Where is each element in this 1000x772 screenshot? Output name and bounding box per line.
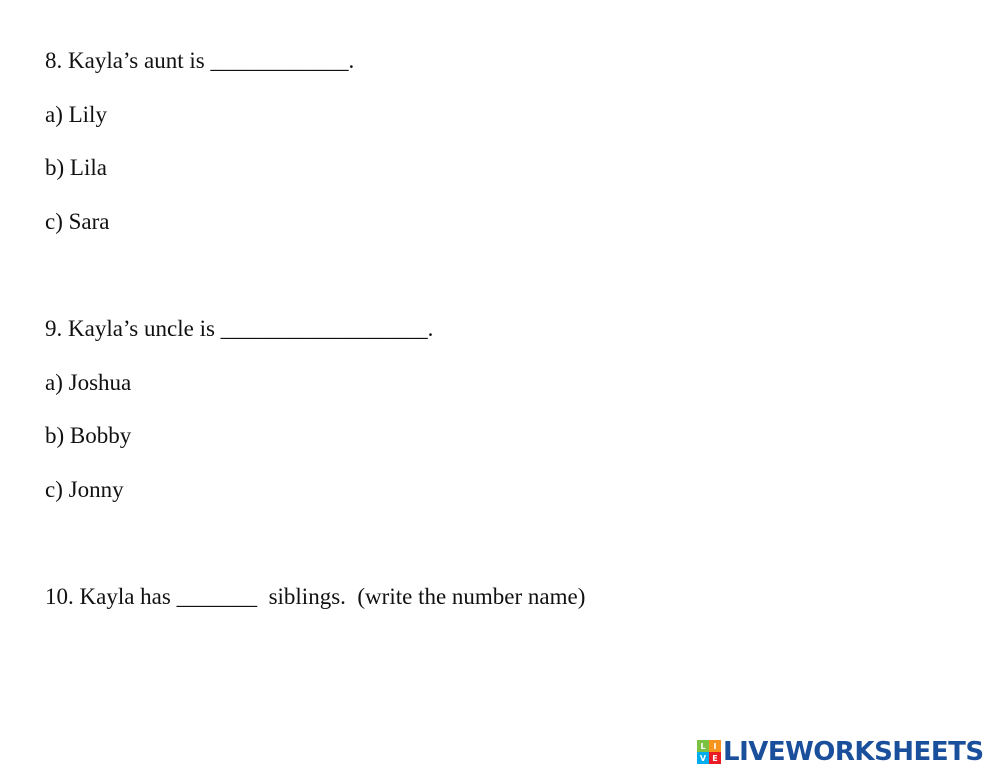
logo-tile-e: E xyxy=(709,752,721,764)
question-8-option-c: c) Sara xyxy=(45,209,110,234)
logo-text: LIVEWORKSHEETS xyxy=(723,737,984,767)
question-9-option-b: b) Bobby xyxy=(45,423,132,448)
logo-tile-v: V xyxy=(697,752,709,764)
question-9-prompt: 9. Kayla’s uncle is __________________. xyxy=(45,316,434,341)
question-9-option-c: c) Jonny xyxy=(45,477,124,502)
question-10-prompt: 10. Kayla has _______ siblings. (write the number name) xyxy=(45,584,586,609)
question-8-prompt: 8. Kayla’s aunt is ____________. xyxy=(45,48,355,73)
logo-tile-i: I xyxy=(709,740,721,752)
question-8-option-b: b) Lila xyxy=(45,155,107,180)
logo-tiles-icon xyxy=(697,740,721,764)
liveworksheets-logo[interactable] xyxy=(697,737,984,767)
question-9-option-a: a) Joshua xyxy=(45,370,132,395)
question-8-option-a: a) Lily xyxy=(45,102,107,127)
logo-tile-l: L xyxy=(697,740,709,752)
